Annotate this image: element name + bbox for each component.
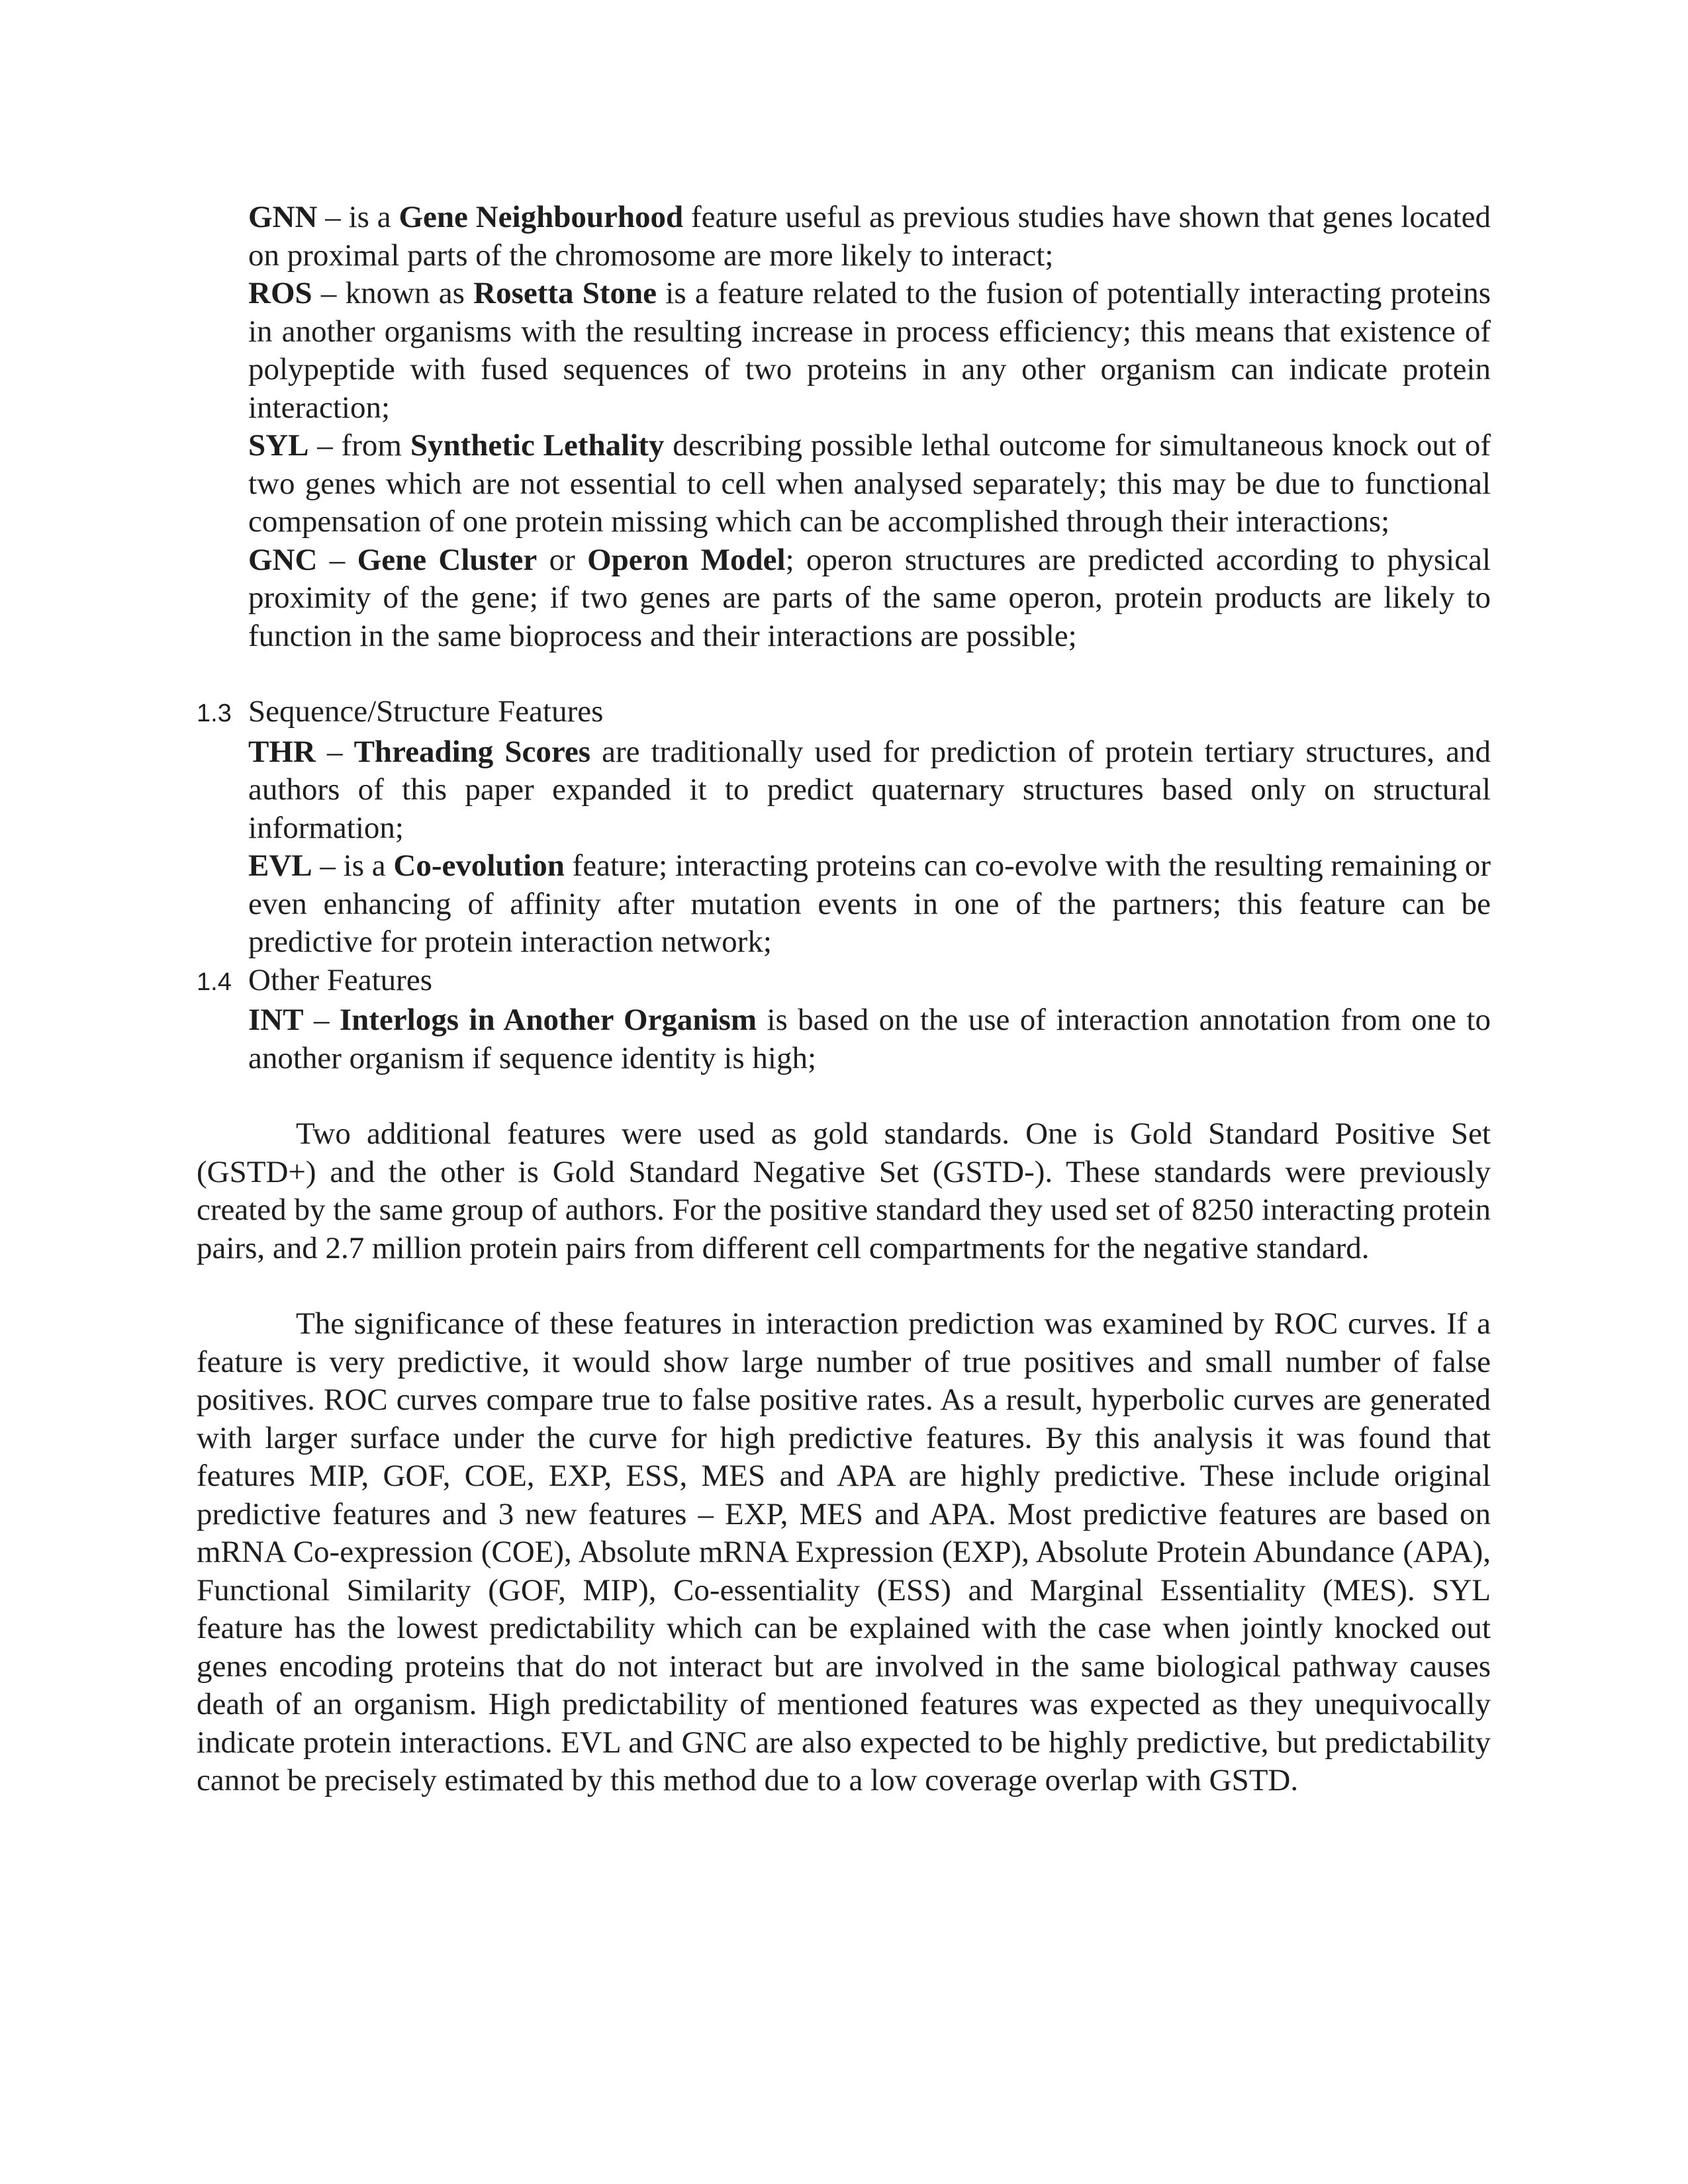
feature-int: INT – Interlogs in Another Organism is based on the use of interaction annotation from one to another organism if sequence identity is high; bbox=[248, 1003, 1491, 1075]
feature-description: feature useful as previous studies have shown that genes located on proximal parts of the chromosome are more likely to interact; bbox=[248, 200, 1491, 273]
feature-evl: EVL – is a Co-evolution feature; interacting proteins can co-evolve with the resulting remaining or even enhancing of affinity after mutation events in one of the partners; this feature can be predictive for protein interaction network; bbox=[248, 848, 1491, 959]
feature-gnn: GNN – is a Gene Neighbourhood feature useful as previous studies have shown that genes located on proximal parts of the chromosome are more likely to interact; bbox=[248, 200, 1491, 273]
feature-gnc: GNC – Gene Cluster or Operon Model; operon structures are predicted according to physical proximity of the gene; if two genes are parts of the same operon, protein products are likely to function in the same bioprocess and their interactions are possible; bbox=[248, 542, 1491, 653]
feature-name: Rosetta Stone bbox=[473, 276, 657, 310]
section-heading-1-3 bbox=[197, 693, 1491, 733]
feature-description: is a feature related to the fusion of potentially interacting proteins in another organisms with the resulting increase in process efficiency; this means that existence of polypeptide with fused sequences of two proteins in any other organism can indicate protein interaction; bbox=[248, 276, 1491, 425]
feature-code: GNN bbox=[248, 200, 318, 234]
section-title: Sequence/Structure Features bbox=[248, 694, 604, 729]
feature-syl: SYL – from Synthetic Lethality describing possible lethal outcome for simultaneous knock out of two genes which are not essential to cell when analysed separately; this may be due to functional compensation of one protein missing which can be accomplished through their interactions; bbox=[248, 428, 1491, 539]
section-number: 1.4 bbox=[197, 968, 232, 996]
feature-name-alt: Operon Model bbox=[587, 542, 786, 577]
document-page bbox=[197, 199, 1491, 1800]
feature-code: THR bbox=[248, 734, 316, 769]
feature-name: Co-evolution bbox=[393, 848, 565, 883]
paragraph-roc-analysis: The significance of these features in interaction prediction was examined by ROC curves. If a feature is very predictive, it would show large number of true positives and small number of false positives. ROC curves compare true to false positive rates. As a result, hyperbolic curves are generated with larger surface under the curve for high predictive features. By this analysis it was found that features MIP, GOF, COE, EXP, ESS, MES and APA are highly predictive. These include original predictive features and 3 new features – EXP, MES and APA. Most predictive features are based on mRNA Co-expression (COE), Absolute mRNA Expression (EXP), Absolute Protein Abundance (APA), Functional Similarity (GOF, MIP), Co-essentiality (ESS) and Marginal Essentiality (MES). SYL feature has the lowest predictability which can be explained with the case when jointly knocked out genes encoding proteins that do not interact but are involved in the same biological pathway causes death of an organism. High predictability of mentioned features was expected as they unequivocally indicate protein interactions. EVL and GNC are also expected to be highly predictive, but predictability cannot be precisely estimated by this method due to a low coverage overlap with GSTD. bbox=[197, 1306, 1491, 1797]
feature-name: Synthetic Lethality bbox=[410, 428, 665, 463]
paragraph-gold-standards: Two additional features were used as gold standards. One is Gold Standard Positive Set (GSTD+) and the other is Gold Standard Negative Set (GSTD-). These standards were previously created by the same group of authors. For the positive standard they used set of 8250 interacting protein pairs, and 2.7 million protein pairs from different cell compartments for the negative standard. bbox=[197, 1116, 1491, 1265]
section-title: Other Features bbox=[248, 962, 432, 997]
feature-name: Threading Scores bbox=[353, 734, 591, 769]
feature-thr: THR – Threading Scores are traditionally used for prediction of protein tertiary structures, and authors of this paper expanded it to predict quaternary structures based only on structural information; bbox=[248, 734, 1491, 845]
feature-code: SYL bbox=[248, 428, 309, 463]
feature-ros: ROS – known as Rosetta Stone is a feature related to the fusion of potentially interacting proteins in another organisms with the resulting increase in process efficiency; this means that existence of polypeptide with fused sequences of two proteins in any other organism can indicate protein interaction; bbox=[248, 276, 1491, 425]
feature-code: GNC bbox=[248, 542, 318, 577]
feature-code: ROS bbox=[248, 276, 312, 310]
feature-description: is based on the use of interaction annotation from one to another organism if sequence identity is high; bbox=[248, 1003, 1491, 1075]
section-heading-1-4 bbox=[197, 962, 1491, 1002]
feature-description: ; operon structures are predicted according to physical proximity of the gene; if two genes are parts of the same operon, protein products are likely to function in the same bioprocess and their interactions are possible; bbox=[248, 542, 1491, 653]
feature-name: Gene Neighbourhood bbox=[399, 200, 684, 234]
feature-code: INT bbox=[248, 1003, 304, 1037]
feature-description: are traditionally used for prediction of protein tertiary structures, and authors of this paper expanded it to predict quaternary structures based only on structural information; bbox=[248, 734, 1491, 845]
feature-name: Interlogs in Another Organism bbox=[339, 1003, 757, 1037]
section-number: 1.3 bbox=[197, 700, 232, 727]
feature-description: feature; interacting proteins can co-evolve with the resulting remaining or even enhancing of affinity after mutation events in one of the partners; this feature can be predictive for protein interaction network; bbox=[248, 848, 1491, 959]
feature-name: Gene Cluster bbox=[357, 542, 538, 577]
feature-code: EVL bbox=[248, 848, 312, 883]
feature-description: describing possible lethal outcome for simultaneous knock out of two genes which are not essential to cell when analysed separately; this may be due to functional compensation of one protein missing which can be accomplished through their interactions; bbox=[248, 428, 1491, 539]
